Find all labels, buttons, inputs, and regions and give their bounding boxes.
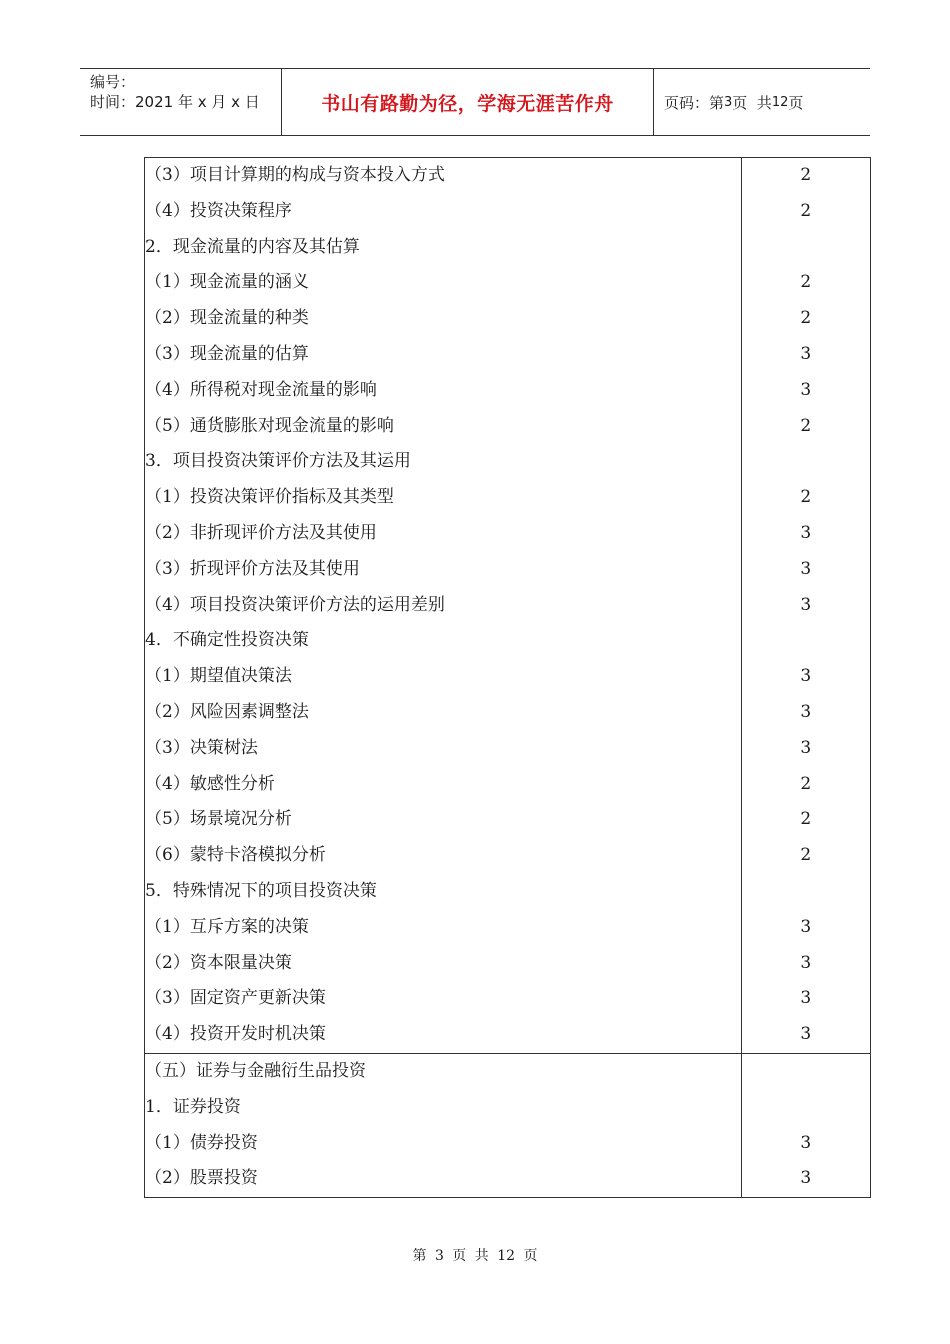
table-row [145, 158, 871, 194]
table-row [145, 1017, 871, 1053]
item-value: 3 [741, 588, 870, 624]
item-value: 3 [741, 910, 870, 946]
item-value: 3 [741, 731, 870, 767]
page-total: 12 [771, 94, 789, 110]
table-row [145, 874, 871, 910]
table-row [145, 1126, 871, 1162]
item-value: 3 [741, 1017, 870, 1053]
item-value: 3 [741, 552, 870, 588]
item-text: （3）现金流量的估算 [145, 337, 742, 373]
item-text: （5）通货膨胀对现金流量的影响 [145, 409, 742, 445]
table-row [145, 444, 871, 480]
item-value: 2 [741, 301, 870, 337]
page-header [80, 68, 870, 136]
table-row [145, 623, 871, 659]
section-heading: 5．特殊情况下的项目投资决策 [145, 874, 742, 910]
item-value: 2 [741, 480, 870, 516]
item-text: （2）股票投资 [145, 1161, 742, 1197]
item-value: 2 [741, 158, 870, 194]
header-motto: 书山有路勤为径，学海无涯苦作舟 [282, 69, 654, 135]
item-text: （1）债券投资 [145, 1126, 742, 1162]
item-text: （3）项目计算期的构成与资本投入方式 [145, 158, 742, 194]
item-text: （4）项目投资决策评价方法的运用差别 [145, 588, 742, 624]
item-text: （4）所得税对现金流量的影响 [145, 373, 742, 409]
item-value: 2 [741, 767, 870, 803]
item-value: 2 [741, 802, 870, 838]
table-row [145, 265, 871, 301]
page-current: 3 [724, 94, 733, 110]
item-value [741, 874, 870, 910]
header-page-info [654, 69, 870, 135]
item-value [741, 623, 870, 659]
table-row [145, 1090, 871, 1126]
item-value [741, 230, 870, 266]
table-row [145, 695, 871, 731]
item-value: 3 [741, 1126, 870, 1162]
item-text: （4）敏感性分析 [145, 767, 742, 803]
item-text: （4）投资决策程序 [145, 194, 742, 230]
table-row [145, 516, 871, 552]
item-text: （2）现金流量的种类 [145, 301, 742, 337]
item-value: 2 [741, 409, 870, 445]
syllabus-table [144, 157, 871, 1198]
item-text: （3）固定资产更新决策 [145, 981, 742, 1017]
table-row [145, 659, 871, 695]
table-row [145, 409, 871, 445]
item-value: 3 [741, 981, 870, 1017]
section-heading: 2．现金流量的内容及其估算 [145, 230, 742, 266]
table-row [145, 373, 871, 409]
section-heading: 1．证券投资 [145, 1090, 742, 1126]
table-row [145, 552, 871, 588]
item-value: 3 [741, 695, 870, 731]
item-text: （1）期望值决策法 [145, 659, 742, 695]
item-text: （1）投资决策评价指标及其类型 [145, 480, 742, 516]
item-text: （3）决策树法 [145, 731, 742, 767]
item-value: 3 [741, 373, 870, 409]
item-value [741, 444, 870, 480]
number-label: 编号： [90, 73, 136, 91]
item-value [741, 1090, 870, 1126]
item-text: （2）资本限量决策 [145, 946, 742, 982]
item-value: 3 [741, 659, 870, 695]
table-row [145, 802, 871, 838]
item-text: （5）场景境况分析 [145, 802, 742, 838]
item-value: 3 [741, 337, 870, 373]
page-footer: 第 3 页 共 12 页 [412, 1248, 538, 1264]
item-text: （4）投资开发时机决策 [145, 1017, 742, 1053]
header-meta [80, 69, 282, 135]
time-label: 时间：2021 年 x 月 x 日 [90, 93, 260, 111]
table-row [145, 337, 871, 373]
page-label-mid: 页 共 [732, 93, 772, 112]
item-value: 2 [741, 194, 870, 230]
part-heading: （五）证券与金融衍生品投资 [145, 1053, 742, 1089]
item-value: 2 [741, 265, 870, 301]
section-heading: 4．不确定性投资决策 [145, 623, 742, 659]
item-value: 3 [741, 1161, 870, 1197]
item-value: 2 [741, 838, 870, 874]
item-text: （3）折现评价方法及其使用 [145, 552, 742, 588]
item-text: （2）非折现评价方法及其使用 [145, 516, 742, 552]
item-text: （1）现金流量的涵义 [145, 265, 742, 301]
table-row [145, 981, 871, 1017]
page-label-suffix: 页 [788, 93, 804, 112]
table-row [145, 588, 871, 624]
section-heading: 3．项目投资决策评价方法及其运用 [145, 444, 742, 480]
table-row [145, 230, 871, 266]
item-text: （1）互斥方案的决策 [145, 910, 742, 946]
table-row [145, 301, 871, 337]
table-row [145, 480, 871, 516]
table-row [145, 1161, 871, 1197]
item-value: 3 [741, 516, 870, 552]
item-value [741, 1053, 870, 1089]
table-row [145, 731, 871, 767]
table-row [145, 194, 871, 230]
table-row [145, 767, 871, 803]
table-row [145, 946, 871, 982]
item-text: （2）风险因素调整法 [145, 695, 742, 731]
table-row [145, 910, 871, 946]
page-label-prefix: 页码：第 [664, 93, 725, 112]
table-row [145, 838, 871, 874]
item-value: 3 [741, 946, 870, 982]
item-text: （6）蒙特卡洛模拟分析 [145, 838, 742, 874]
table-row [145, 1053, 871, 1089]
